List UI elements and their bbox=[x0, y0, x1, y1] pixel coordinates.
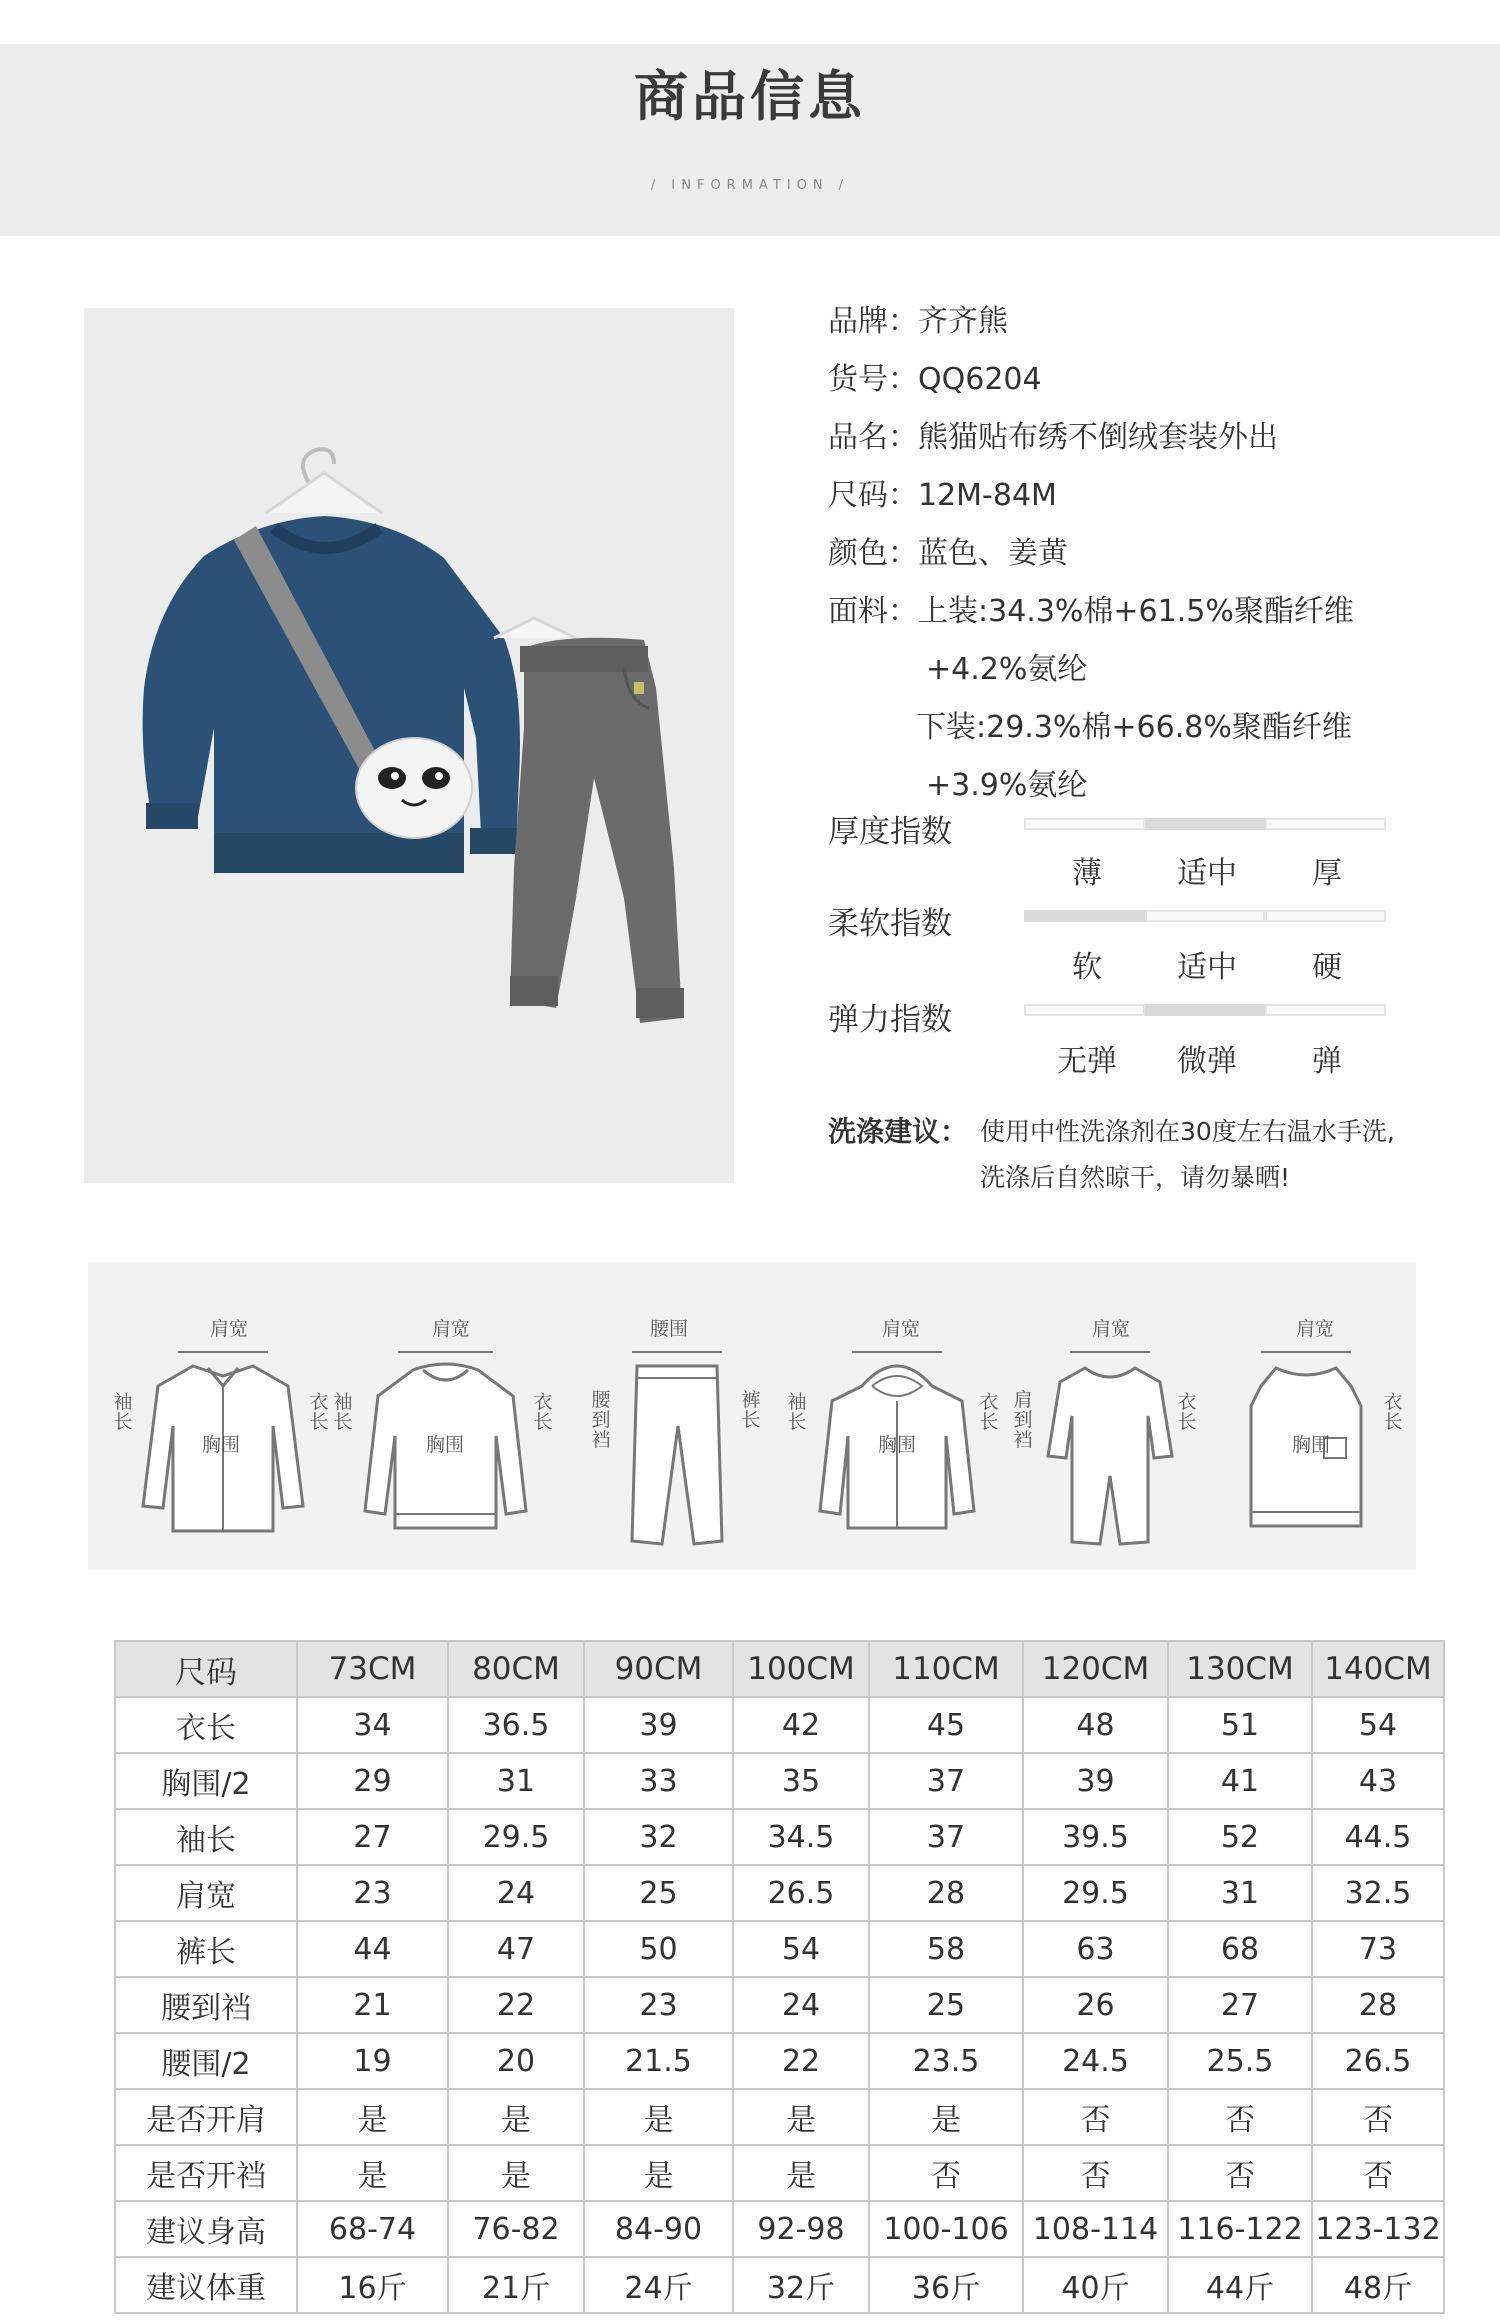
table-cell: 是 bbox=[733, 2089, 869, 2145]
table-cell: 21.5 bbox=[584, 2033, 733, 2089]
row-header-cell: 袖长 bbox=[115, 1809, 297, 1865]
elasticity-opt-1: 无弹 bbox=[1057, 1044, 1117, 1079]
elasticity-seg-3 bbox=[1265, 1004, 1386, 1016]
garment-shirt bbox=[108, 1262, 328, 1570]
table-cell: 是 bbox=[297, 2145, 448, 2201]
table-cell: 31 bbox=[448, 1753, 584, 1809]
table-cell: 36.5 bbox=[448, 1697, 584, 1753]
row-header-cell: 腰到裆 bbox=[115, 1977, 297, 2033]
shirt-left-label: 袖长 bbox=[113, 1391, 133, 1433]
table-cell: 28 bbox=[1312, 1977, 1444, 2033]
table-cell: 39.5 bbox=[1023, 1809, 1168, 1865]
table-cell: 48斤 bbox=[1312, 2257, 1444, 2313]
table-cell: 21 bbox=[297, 1977, 448, 2033]
sweater-right-label: 衣长 bbox=[533, 1391, 553, 1433]
table-cell: 是 bbox=[584, 2145, 733, 2201]
fabric-line-1: 面料：上装:34.3%棉+61.5%聚酯纤维 bbox=[828, 594, 1354, 629]
table-row bbox=[115, 2201, 1444, 2257]
table-cell: 32.5 bbox=[1312, 1865, 1444, 1921]
table-cell: 28 bbox=[869, 1865, 1023, 1921]
header-cell: 110CM bbox=[869, 1641, 1023, 1697]
color-line: 颜色：蓝色、姜黄 bbox=[828, 536, 1068, 571]
table-cell: 108-114 bbox=[1023, 2201, 1168, 2257]
page-subtitle: / INFORMATION / bbox=[650, 178, 850, 193]
table-cell: 否 bbox=[1168, 2089, 1312, 2145]
table-cell: 29 bbox=[297, 1753, 448, 1809]
romper-left-label: 肩到裆 bbox=[1013, 1389, 1033, 1451]
table-cell: 32 bbox=[584, 1809, 733, 1865]
fabric-line-2: +4.2%氨纶 bbox=[926, 652, 1088, 687]
header-cell: 120CM bbox=[1023, 1641, 1168, 1697]
table-cell: 48 bbox=[1023, 1697, 1168, 1753]
thickness-opt-3: 厚 bbox=[1312, 856, 1342, 891]
table-cell: 123-132 bbox=[1312, 2201, 1444, 2257]
hoodie-right-label: 衣长 bbox=[979, 1391, 999, 1433]
size-table bbox=[114, 1640, 1445, 2314]
table-cell: 37 bbox=[869, 1753, 1023, 1809]
fabric-line-4: +3.9%氨纶 bbox=[926, 768, 1088, 803]
row-header-cell: 胸围/2 bbox=[115, 1753, 297, 1809]
table-cell: 63 bbox=[1023, 1921, 1168, 1977]
table-cell: 是 bbox=[448, 2145, 584, 2201]
table-row bbox=[115, 1921, 1444, 1977]
romper-right-label: 衣长 bbox=[1177, 1391, 1197, 1433]
table-cell: 22 bbox=[448, 1977, 584, 2033]
elasticity-opt-3: 弹 bbox=[1312, 1044, 1342, 1079]
shirt-right-label: 衣长 bbox=[309, 1391, 329, 1433]
table-cell: 是 bbox=[733, 2145, 869, 2201]
table-cell: 24斤 bbox=[584, 2257, 733, 2313]
table-cell: 否 bbox=[1312, 2089, 1444, 2145]
wash-label: 洗涤建议： bbox=[828, 1115, 969, 1148]
softness-label: 柔软指数 bbox=[828, 906, 952, 942]
table-cell: 16斤 bbox=[297, 2257, 448, 2313]
thickness-opt-2: 适中 bbox=[1177, 856, 1237, 891]
vest-right-label: 衣长 bbox=[1383, 1391, 1403, 1433]
softness-seg-1 bbox=[1024, 910, 1145, 922]
header-cell: 90CM bbox=[584, 1641, 733, 1697]
table-row bbox=[115, 1865, 1444, 1921]
fabric-line-3: 下装:29.3%棉+66.8%聚酯纤维 bbox=[916, 710, 1352, 745]
garment-hoodie bbox=[778, 1262, 998, 1570]
table-cell: 29.5 bbox=[448, 1809, 584, 1865]
table-row bbox=[115, 2089, 1444, 2145]
table-cell: 34 bbox=[297, 1697, 448, 1753]
table-cell: 26.5 bbox=[733, 1865, 869, 1921]
hoodie-top-label: 肩宽 bbox=[882, 1318, 921, 1340]
garment-pants bbox=[550, 1262, 770, 1570]
table-row bbox=[115, 1977, 1444, 2033]
table-cell: 否 bbox=[1023, 2145, 1168, 2201]
table-cell: 24.5 bbox=[1023, 2033, 1168, 2089]
thickness-seg-1 bbox=[1024, 818, 1145, 830]
table-cell: 35 bbox=[733, 1753, 869, 1809]
elasticity-label: 弹力指数 bbox=[828, 1002, 952, 1038]
table-row bbox=[115, 2033, 1444, 2089]
table-cell: 33 bbox=[584, 1753, 733, 1809]
row-header-cell: 衣长 bbox=[115, 1697, 297, 1753]
table-cell: 36斤 bbox=[869, 2257, 1023, 2313]
elasticity-seg-2 bbox=[1145, 1004, 1266, 1016]
table-cell: 40斤 bbox=[1023, 2257, 1168, 2313]
item-no-line: 货号：QQ6204 bbox=[828, 362, 1042, 397]
table-cell: 41 bbox=[1168, 1753, 1312, 1809]
table-cell: 37 bbox=[869, 1809, 1023, 1865]
table-cell: 25 bbox=[869, 1977, 1023, 2033]
table-cell: 是 bbox=[869, 2089, 1023, 2145]
table-cell: 92-98 bbox=[733, 2201, 869, 2257]
table-cell: 44.5 bbox=[1312, 1809, 1444, 1865]
table-cell: 76-82 bbox=[448, 2201, 584, 2257]
elasticity-seg-1 bbox=[1024, 1004, 1145, 1016]
table-cell: 25.5 bbox=[1168, 2033, 1312, 2089]
table-cell: 是 bbox=[448, 2089, 584, 2145]
table-cell: 25 bbox=[584, 1865, 733, 1921]
table-cell: 32斤 bbox=[733, 2257, 869, 2313]
table-cell: 27 bbox=[1168, 1977, 1312, 2033]
row-header-cell: 裤长 bbox=[115, 1921, 297, 1977]
softness-opt-3: 硬 bbox=[1312, 950, 1342, 985]
romper-icon bbox=[1040, 1346, 1180, 1556]
wash-line-2: 洗涤后自然晾干，请勿暴晒! bbox=[980, 1163, 1291, 1192]
row-header-cell: 建议体重 bbox=[115, 2257, 297, 2313]
hoodie-center-label: 胸围 bbox=[878, 1434, 917, 1456]
table-cell: 45 bbox=[869, 1697, 1023, 1753]
thickness-opt-1: 薄 bbox=[1072, 856, 1102, 891]
softness-bar bbox=[1024, 910, 1386, 922]
table-row bbox=[115, 1697, 1444, 1753]
brand-line: 品牌：齐齐熊 bbox=[828, 304, 1008, 339]
softness-seg-3 bbox=[1265, 910, 1386, 922]
table-cell: 26.5 bbox=[1312, 2033, 1444, 2089]
table-cell: 52 bbox=[1168, 1809, 1312, 1865]
thickness-seg-3 bbox=[1265, 818, 1386, 830]
table-cell: 43 bbox=[1312, 1753, 1444, 1809]
table-cell: 20 bbox=[448, 2033, 584, 2089]
table-cell: 116-122 bbox=[1168, 2201, 1312, 2257]
shirt-center-label: 胸围 bbox=[202, 1434, 241, 1456]
product-image bbox=[84, 308, 734, 1183]
softness-seg-2 bbox=[1145, 910, 1266, 922]
thickness-label: 厚度指数 bbox=[828, 814, 952, 850]
table-cell: 44斤 bbox=[1168, 2257, 1312, 2313]
sweater-left-label: 袖长 bbox=[333, 1391, 353, 1433]
row-header-cell: 建议身高 bbox=[115, 2201, 297, 2257]
hoodie-left-label: 袖长 bbox=[787, 1391, 807, 1433]
thickness-bar bbox=[1024, 818, 1386, 830]
thickness-seg-2 bbox=[1145, 818, 1266, 830]
elasticity-bar bbox=[1024, 1004, 1386, 1016]
table-cell: 54 bbox=[733, 1921, 869, 1977]
romper-top-label: 肩宽 bbox=[1092, 1318, 1131, 1340]
table-cell: 42 bbox=[733, 1697, 869, 1753]
table-cell: 100-106 bbox=[869, 2201, 1023, 2257]
table-cell: 否 bbox=[1312, 2145, 1444, 2201]
table-cell: 58 bbox=[869, 1921, 1023, 1977]
table-cell: 39 bbox=[584, 1697, 733, 1753]
table-cell: 27 bbox=[297, 1809, 448, 1865]
row-header-cell: 是否开裆 bbox=[115, 2145, 297, 2201]
table-cell: 68-74 bbox=[297, 2201, 448, 2257]
table-cell: 47 bbox=[448, 1921, 584, 1977]
table-cell: 否 bbox=[1023, 2089, 1168, 2145]
size-table-body bbox=[115, 1697, 1444, 2313]
table-cell: 54 bbox=[1312, 1697, 1444, 1753]
table-cell: 23 bbox=[584, 1977, 733, 2033]
pants-icon bbox=[622, 1346, 732, 1556]
header-cell: 130CM bbox=[1168, 1641, 1312, 1697]
table-cell: 否 bbox=[1168, 2145, 1312, 2201]
product-illustration bbox=[84, 308, 734, 1183]
header-cell: 尺码 bbox=[115, 1641, 297, 1697]
table-cell: 51 bbox=[1168, 1697, 1312, 1753]
table-cell: 24 bbox=[448, 1865, 584, 1921]
table-cell: 是 bbox=[297, 2089, 448, 2145]
pants-left-label: 腰到裆 bbox=[591, 1389, 611, 1451]
table-cell: 68 bbox=[1168, 1921, 1312, 1977]
garment-measure-panel bbox=[88, 1262, 1416, 1570]
table-row bbox=[115, 2145, 1444, 2201]
pants-top-label: 腰围 bbox=[650, 1318, 689, 1340]
size-line: 尺码：12M-84M bbox=[828, 478, 1057, 513]
pants-right-label: 裤长 bbox=[741, 1389, 761, 1431]
table-cell: 29.5 bbox=[1023, 1865, 1168, 1921]
vest-top-label: 肩宽 bbox=[1296, 1318, 1335, 1340]
vest-center-label: 胸围 bbox=[1292, 1434, 1331, 1456]
table-cell: 21斤 bbox=[448, 2257, 584, 2313]
garment-vest bbox=[1196, 1262, 1416, 1570]
shirt-top-label: 肩宽 bbox=[210, 1318, 249, 1340]
table-cell: 是 bbox=[584, 2089, 733, 2145]
table-cell: 23.5 bbox=[869, 2033, 1023, 2089]
table-cell: 50 bbox=[584, 1921, 733, 1977]
wash-line-1: 使用中性洗涤剂在30度左右温水手洗, bbox=[980, 1117, 1395, 1146]
sweater-center-label: 胸围 bbox=[426, 1434, 465, 1456]
page-title: 商品信息 bbox=[634, 65, 866, 128]
table-cell: 19 bbox=[297, 2033, 448, 2089]
name-line: 品名：熊猫贴布绣不倒绒套装外出 bbox=[828, 420, 1278, 455]
row-header-cell: 腰围/2 bbox=[115, 2033, 297, 2089]
elasticity-opt-2: 微弹 bbox=[1177, 1044, 1237, 1079]
size-table-header-row bbox=[115, 1641, 1444, 1697]
header-cell: 73CM bbox=[297, 1641, 448, 1697]
table-cell: 24 bbox=[733, 1977, 869, 2033]
pants-shape bbox=[510, 638, 682, 1023]
row-header-cell: 肩宽 bbox=[115, 1865, 297, 1921]
table-row bbox=[115, 2257, 1444, 2313]
header-cell: 100CM bbox=[733, 1641, 869, 1697]
softness-opt-1: 软 bbox=[1072, 950, 1102, 985]
table-cell: 26 bbox=[1023, 1977, 1168, 2033]
row-header-cell: 是否开肩 bbox=[115, 2089, 297, 2145]
header-cell: 140CM bbox=[1312, 1641, 1444, 1697]
table-cell: 22 bbox=[733, 2033, 869, 2089]
garment-sweater bbox=[328, 1262, 553, 1570]
table-cell: 73 bbox=[1312, 1921, 1444, 1977]
header-cell: 80CM bbox=[448, 1641, 584, 1697]
table-cell: 23 bbox=[297, 1865, 448, 1921]
table-row bbox=[115, 1753, 1444, 1809]
garment-romper bbox=[1006, 1262, 1226, 1570]
table-cell: 84-90 bbox=[584, 2201, 733, 2257]
panda-bag bbox=[356, 738, 472, 838]
table-cell: 44 bbox=[297, 1921, 448, 1977]
sweater-top-label: 肩宽 bbox=[432, 1318, 471, 1340]
softness-opt-2: 适中 bbox=[1177, 950, 1237, 985]
table-cell: 34.5 bbox=[733, 1809, 869, 1865]
table-cell: 39 bbox=[1023, 1753, 1168, 1809]
table-row bbox=[115, 1809, 1444, 1865]
table-cell: 否 bbox=[869, 2145, 1023, 2201]
table-cell: 31 bbox=[1168, 1865, 1312, 1921]
